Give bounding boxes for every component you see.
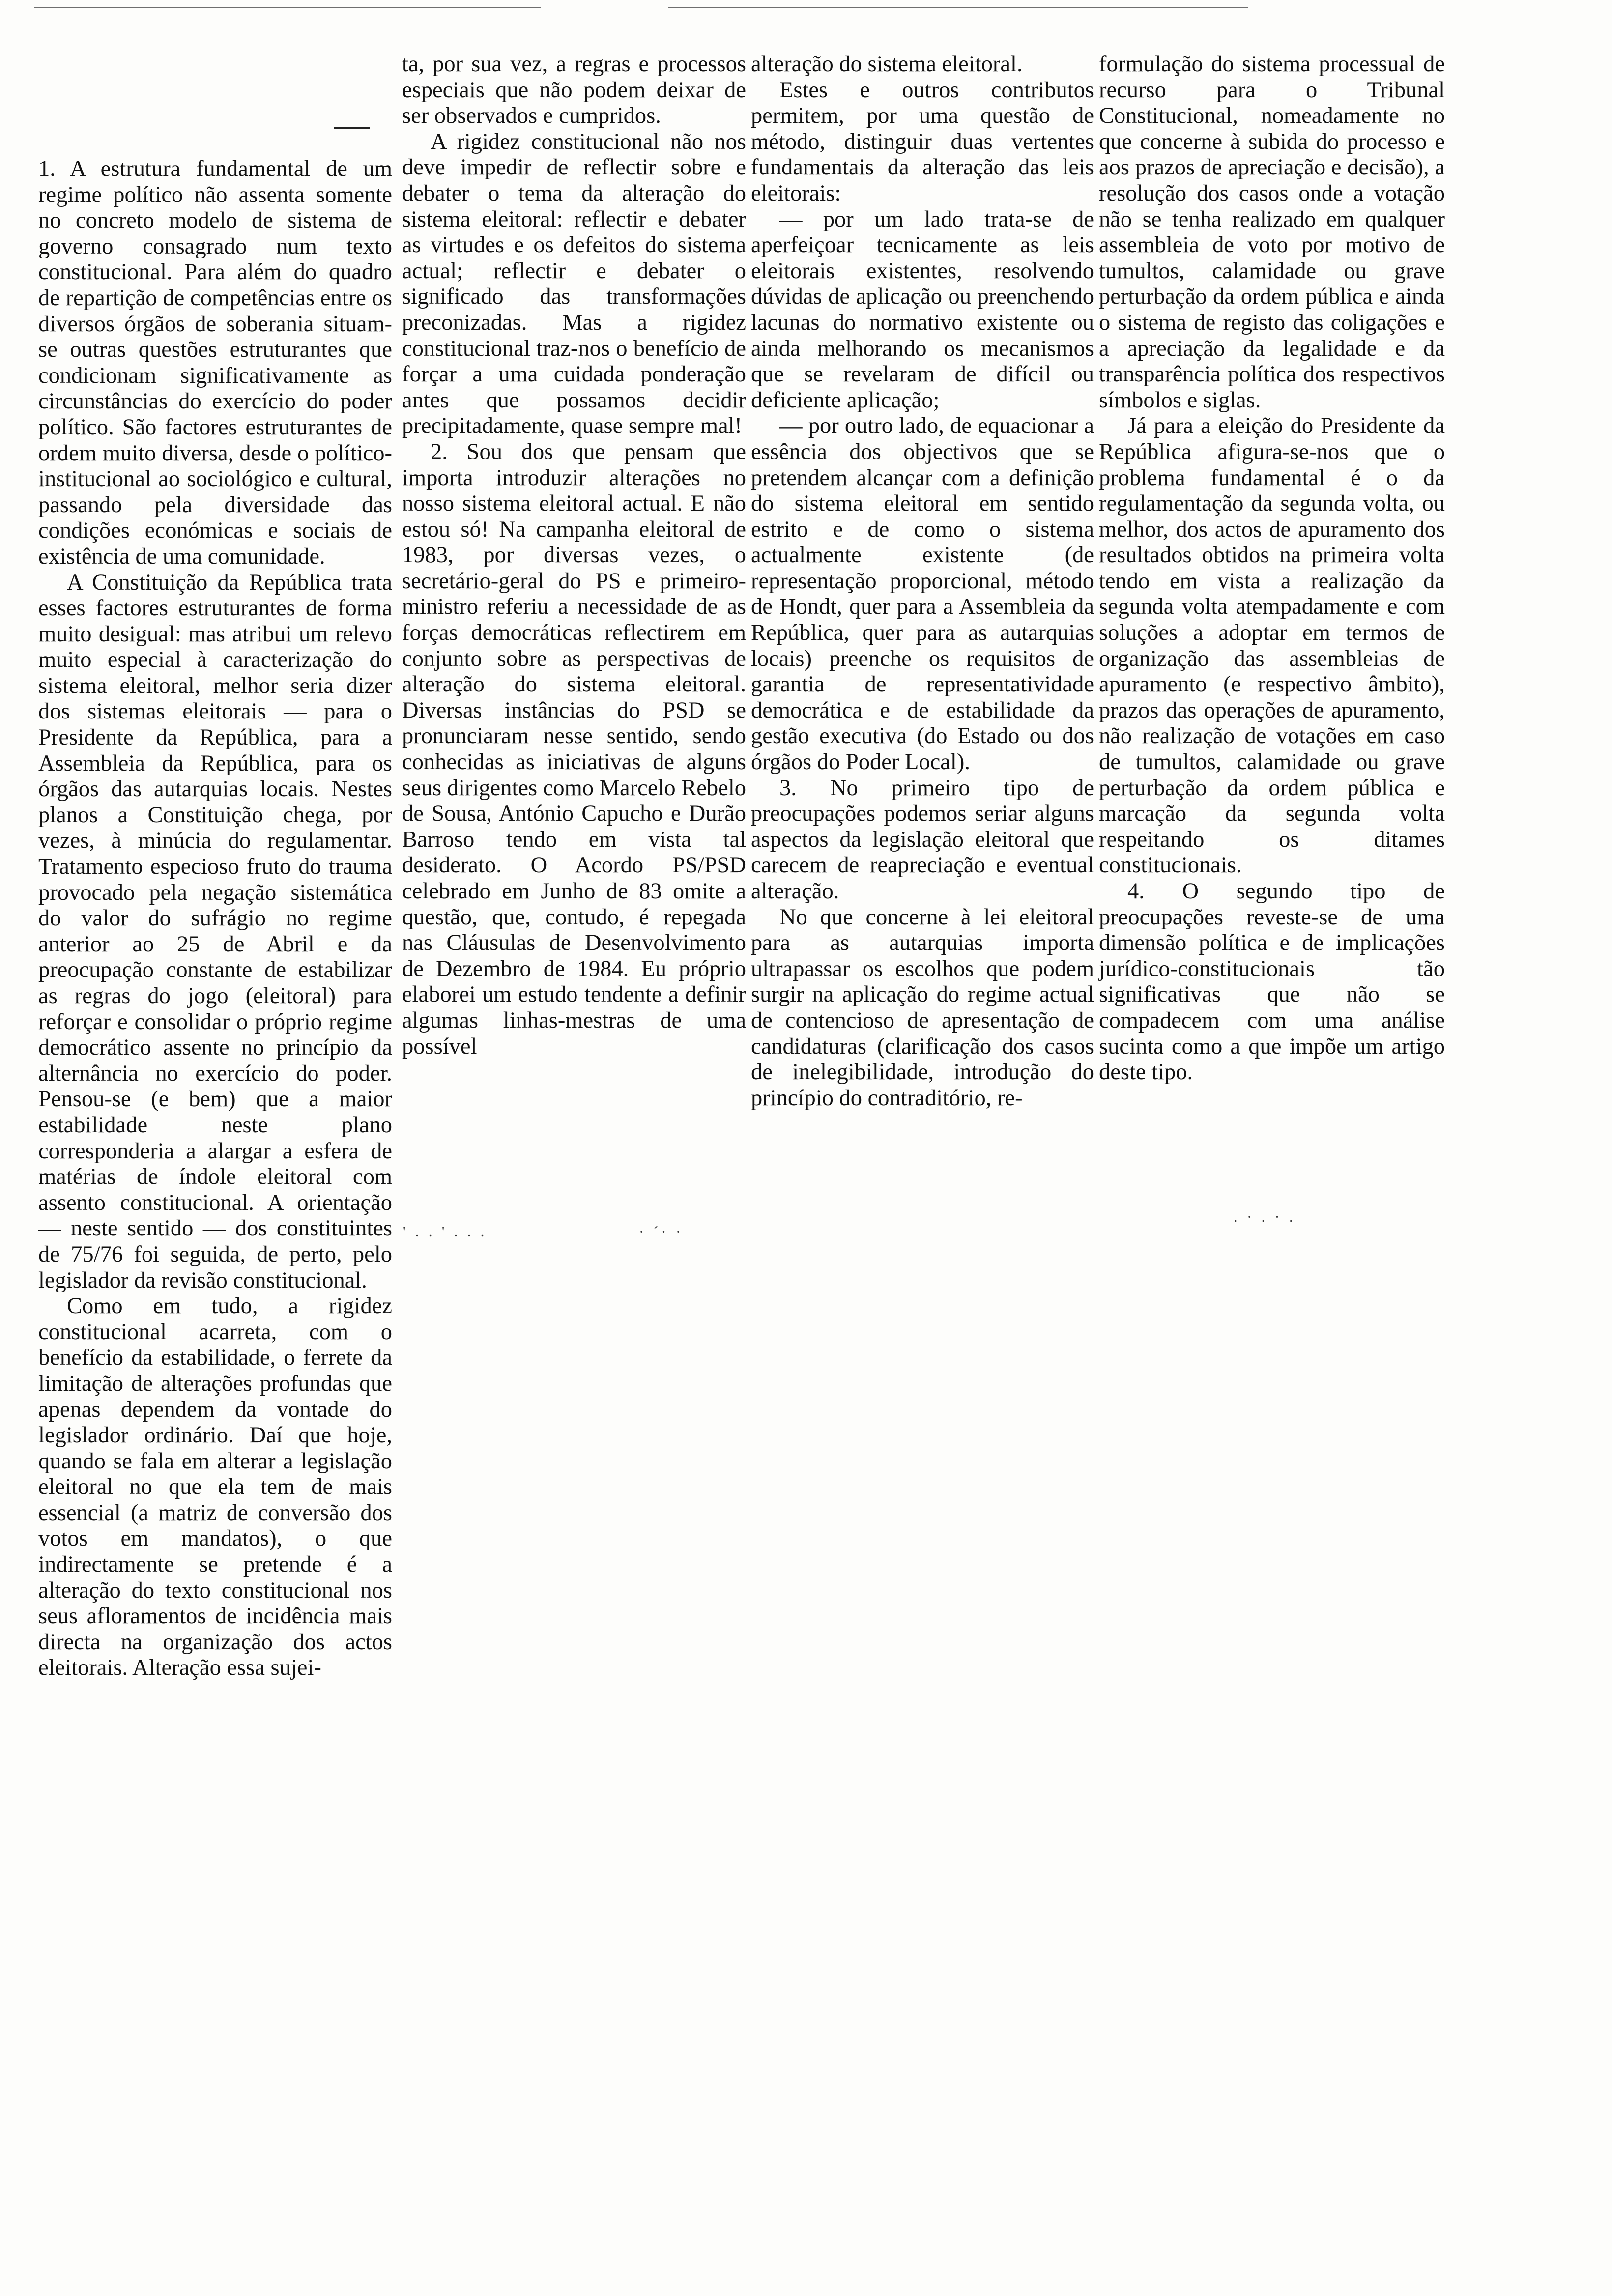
paragraph: alteração do sistema eleitoral. <box>751 52 1023 77</box>
article-column-3 <box>751 52 1094 1111</box>
scan-noise: · ´· · <box>639 1224 684 1240</box>
paragraph: A Constituição da República trata esses factores estruturantes de forma muito desigual: mas atribui um relevo muito especial à caracterização do sistema eleitoral, melhor seria dizer dos sistemas eleitorais — para o Presidente da República, para a Assembleia da República, para os órgãos das autarquias locais. Nestes planos a Constituição chega, por vezes, à minúcia do regulamentar. Tratamento especioso fruto do trauma provocado pela negação sistemática do valor do sufrágio no regime anterior ao 25 de Abril e da preocupação constante de estabilizar as regras do jogo (eleitoral) para reforçar e consolidar o próprio regime democrático assente no princípio da alternância no exercício do poder. Pensou-se (e bem) que a maior estabilidade neste plano corresponderia a alargar a esfera de matérias de índole eleitoral com assento constitucional. A orientação — neste sentido — dos constituintes de 75/76 foi seguida, de perto, pelo legislador da revisão constitucional. <box>38 570 392 1293</box>
paragraph: 2. Sou dos que pensam que importa introduzir alterações no nosso sistema eleitoral actual. E não estou só! Na campanha eleitoral de 1983, por diversas vezes, o secretário-geral do PS e primeiro-ministro referiu a necessidade de as forças democráticas reflectirem em conjunto sobre as perspectivas de alteração do sistema eleitoral. Diversas instâncias do PSD se pronunciaram nesse sentido, sendo conhecidas as iniciativas de alguns seus dirigentes como Marcelo Rebelo de Sousa, António Capucho e Durão Barroso tendo em vista tal desiderato. O Acordo PS/PSD celebrado em Junho de 83 omite a questão, que, contudo, é repegada nas Cláusulas de Desenvolvimento de Dezembro de 1984. Eu próprio elaborei um estudo tendente a definir algumas linhas-mestras de uma possível <box>402 439 746 1059</box>
scan-noise: ' . . ' . . . <box>403 1224 488 1240</box>
paragraph: ta, por sua vez, a regras e processos especiais que não podem deixar de ser observados e cumpridos. <box>402 52 746 129</box>
article-column-1 <box>38 156 392 1681</box>
paragraph: No que concerne à lei eleitoral para as autarquias importa ultrapassar os escolhos que podem surgir na aplicação do regime actual de contencioso de apresentação de candidaturas (clarificação dos casos de inelegibilidade, introdução do princípio do contraditório, re- <box>751 904 1094 1111</box>
scan-noise: . · . · . <box>1234 1209 1296 1225</box>
paragraph: Estes e outros contributos permitem, por uma questão de método, distinguir duas vertentes fundamentais da alteração das leis eleitorais: <box>751 77 1094 206</box>
article-column-4 <box>1099 52 1445 1086</box>
paragraph: Já para a eleição do Presidente da República afigura-se-nos que o problema fundamental é o da regulamentação da segunda volta, ou melhor, dos actos de apuramento dos resultados obtidos na primeira volta tendo em vista a realização da segunda volta atempadamente e com soluções a adoptar em termos de organização das assembleias de apuramento (e respectivo âmbito), prazos das operações de apuramento, não realização de votações em caso de tumultos, calamidade ou grave perturbação da ordem pública e marcação da segunda volta respeitando os ditames constitucionais. <box>1099 413 1445 878</box>
paragraph: Como em tudo, a rigidez constitucional acarreta, com o benefício da estabilidade, o ferrete da limitação de alterações profundas que apenas dependem da vontade do legislador ordinário. Daí que hoje, quando se fala em alterar a legislação eleitoral no que ela tem de mais essencial (a matriz de conversão dos votos em mandatos), o que indirectamente se pretende é a alteração do texto constitucional nos seus afloramentos de incidência mais directa na organização dos actos eleitorais. Alteração essa sujei- <box>38 1293 392 1681</box>
paragraph: 1. A estrutura fundamental de um regime político não assenta somente no concreto modelo de sistema de governo consagrado num texto constitucional. Para além do quadro de repartição de competências entre os diversos órgãos de soberania situam-se outras questões estruturantes que condicionam significativamente as circunstâncias do exercício do poder político. São factores estruturantes de ordem muito diversa, desde o político-institucional ao sociológico e cultural, passando pela diversidade das condições económicas e sociais de existência de uma comunidade. <box>38 156 392 569</box>
section-dash <box>334 127 370 129</box>
top-rule-left <box>34 7 541 8</box>
top-rule-right <box>668 7 1248 8</box>
article-column-2 <box>402 52 746 1060</box>
paragraph: — por outro lado, de equacionar a essência dos objectivos que se pretendem alcançar com a definição do sistema eleitoral em sentido estrito e de como o sistema actualmente existente (de representação proporcional, método de Hondt, quer para a Assembleia da República, quer para as autarquias locais) preenche os requisitos de garantia de representatividade democrática e de estabilidade da gestão executiva (do Estado ou dos órgãos do Poder Local). <box>751 413 1094 775</box>
paragraph: 4. O segundo tipo de preocupações reveste-se de uma dimensão política e de implicações jurídico-constitucionais tão significativas que não se compadecem com uma análise sucinta como a que impõe um artigo deste tipo. <box>1099 879 1445 1085</box>
paragraph: 3. No primeiro tipo de preocupações podemos seriar alguns aspectos da legislação eleitoral que carecem de reapreciação e eventual alteração. <box>751 775 1094 904</box>
paragraph: A rigidez constitucional não nos deve impedir de reflectir sobre e debater o tema da alteração do sistema eleitoral: reflectir e debater as virtudes e os defeitos do sistema actual; reflectir e debater o significado das transformações preconizadas. Mas a rigidez constitucional traz-nos o benefício de forçar a uma cuidada ponderação antes que possamos decidir precipitadamente, quase sempre mal! <box>402 129 746 439</box>
paragraph: — por um lado trata-se de aperfeiçoar tecnicamente as leis eleitorais existentes, resolvendo dúvidas de aplicação ou preenchendo lacunas do normativo existente ou ainda melhorando os mecanismos que se revelaram de difícil ou deficiente aplicação; <box>751 206 1094 413</box>
paragraph: formulação do sistema processual de recurso para o Tribunal Constitucional, nomeadamente no que concerne à subida do processo e aos prazos de apreciação e decisão), a resolução dos casos onde a votação não se tenha realizado em qualquer assembleia de voto por motivo de tumultos, calamidade ou grave perturbação da ordem pública e ainda o sistema de registo das coligações e a apreciação da legalidade e da transparência política dos respectivos símbolos e siglas. <box>1099 52 1445 413</box>
